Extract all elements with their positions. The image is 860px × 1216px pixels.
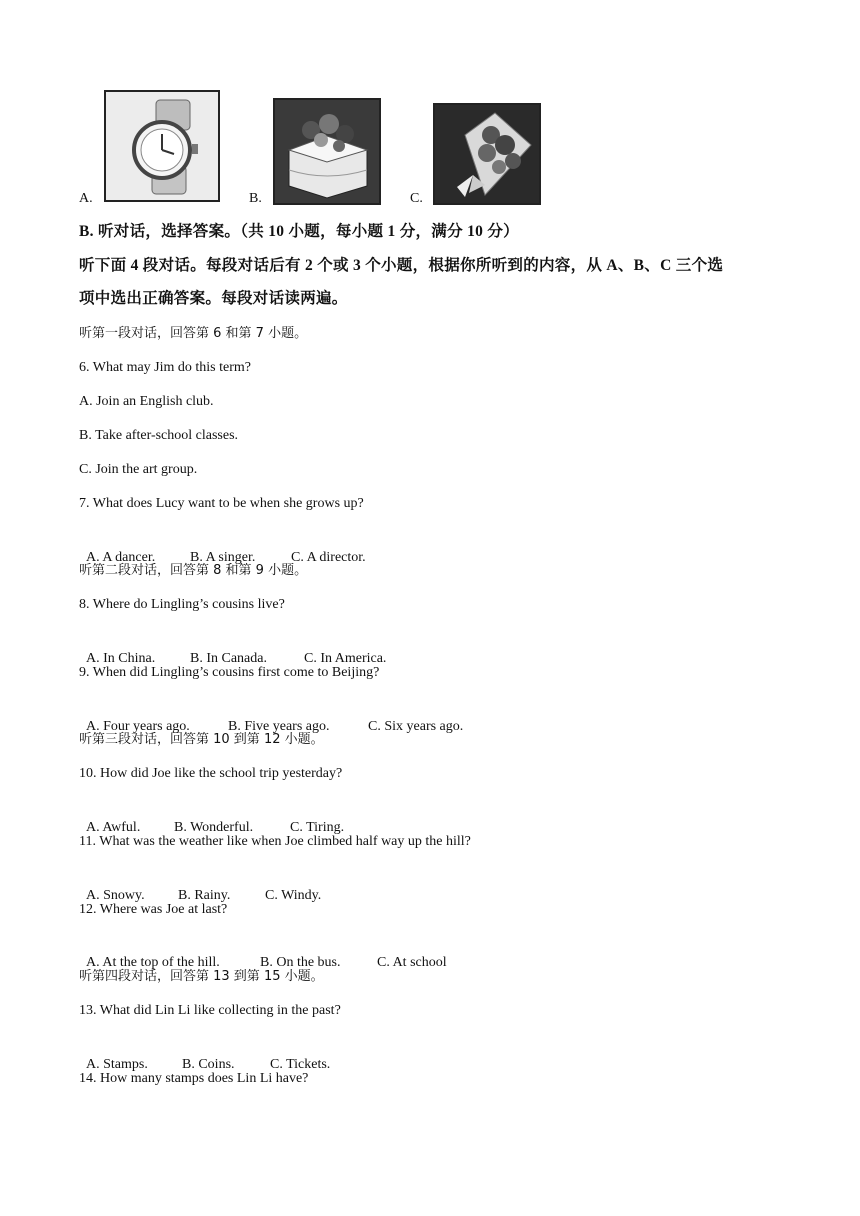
q6-option-c: C. Join the art group. [79, 462, 198, 477]
q10-option-c: C. Tiring. [290, 820, 345, 835]
q11-option-b: B. Rainy. [178, 888, 231, 903]
q12-option-b: B. On the bus. [260, 955, 341, 970]
cake-icon [273, 98, 381, 205]
q12-option-a: A. At the top of the hill. [86, 955, 220, 970]
question-6: 6. What may Jim do this term? [79, 360, 251, 375]
q7-option-a: A. A dancer. [86, 550, 156, 565]
q13-option-a: A. Stamps. [86, 1057, 148, 1072]
question-8: 8. Where do Lingling’s cousins live? [79, 597, 285, 612]
dialogue-3-intro: 听第三段对话，回答第 10 到第 12 小题。 [79, 732, 324, 747]
option-label-c: C. [410, 191, 423, 206]
question-13: 13. What did Lin Li like collecting in the past? [79, 1003, 341, 1018]
question-10: 10. How did Joe like the school trip yesterday? [79, 766, 343, 781]
q11-option-c: C. Windy. [265, 888, 322, 903]
option-label-b: B. [249, 191, 262, 206]
q13-option-c: C. Tickets. [270, 1057, 331, 1072]
q11-option-a: A. Snowy. [86, 888, 145, 903]
q6-option-b: B. Take after-school classes. [79, 428, 239, 443]
q7-option-b: B. A singer. [190, 550, 256, 565]
q10-option-b: B. Wonderful. [174, 820, 254, 835]
q8-option-a: A. In China. [86, 651, 156, 666]
dialogue-2-intro: 听第二段对话，回答第 8 和第 9 小题。 [79, 563, 308, 578]
question-14: 14. How many stamps does Lin Li have? [79, 1071, 309, 1086]
flower-bouquet-icon [433, 103, 541, 205]
q9-option-b: B. Five years ago. [228, 719, 330, 734]
question-7: 7. What does Lucy want to be when she grows up? [79, 496, 364, 511]
q9-option-c: C. Six years ago. [368, 719, 464, 734]
question-12: 12. Where was Joe at last? [79, 902, 228, 917]
q13-option-b: B. Coins. [182, 1057, 235, 1072]
q12-option-c: C. At school [377, 955, 447, 970]
section-instruction-line2: 项中选出正确答案。每段对话读两遍。 [79, 290, 348, 307]
q6-option-a: A. Join an English club. [79, 394, 214, 409]
q10-option-a: A. Awful. [86, 820, 141, 835]
section-title: B. 听对话，选择答案。（共 10 小题，每小题 1 分，满分 10 分） [79, 223, 519, 240]
wristwatch-icon [104, 90, 220, 202]
q9-option-a: A. Four years ago. [86, 719, 190, 734]
q8-option-b: B. In Canada. [190, 651, 267, 666]
dialogue-1-intro: 听第一段对话，回答第 6 和第 7 小题。 [79, 326, 308, 341]
q8-option-c: C. In America. [304, 651, 387, 666]
option-label-a: A. [79, 191, 93, 206]
section-instruction-line1: 听下面 4 段对话。每段对话后有 2 个或 3 个小题，根据你所听到的内容，从 A、B、C 三个选 [79, 257, 724, 274]
q7-option-c: C. A director. [291, 550, 366, 565]
dialogue-4-intro: 听第四段对话，回答第 13 到第 15 小题。 [79, 969, 324, 984]
question-9: 9. When did Lingling’s cousins first come to Beijing? [79, 665, 380, 680]
question-11: 11. What was the weather like when Joe climbed half way up the hill? [79, 834, 471, 849]
